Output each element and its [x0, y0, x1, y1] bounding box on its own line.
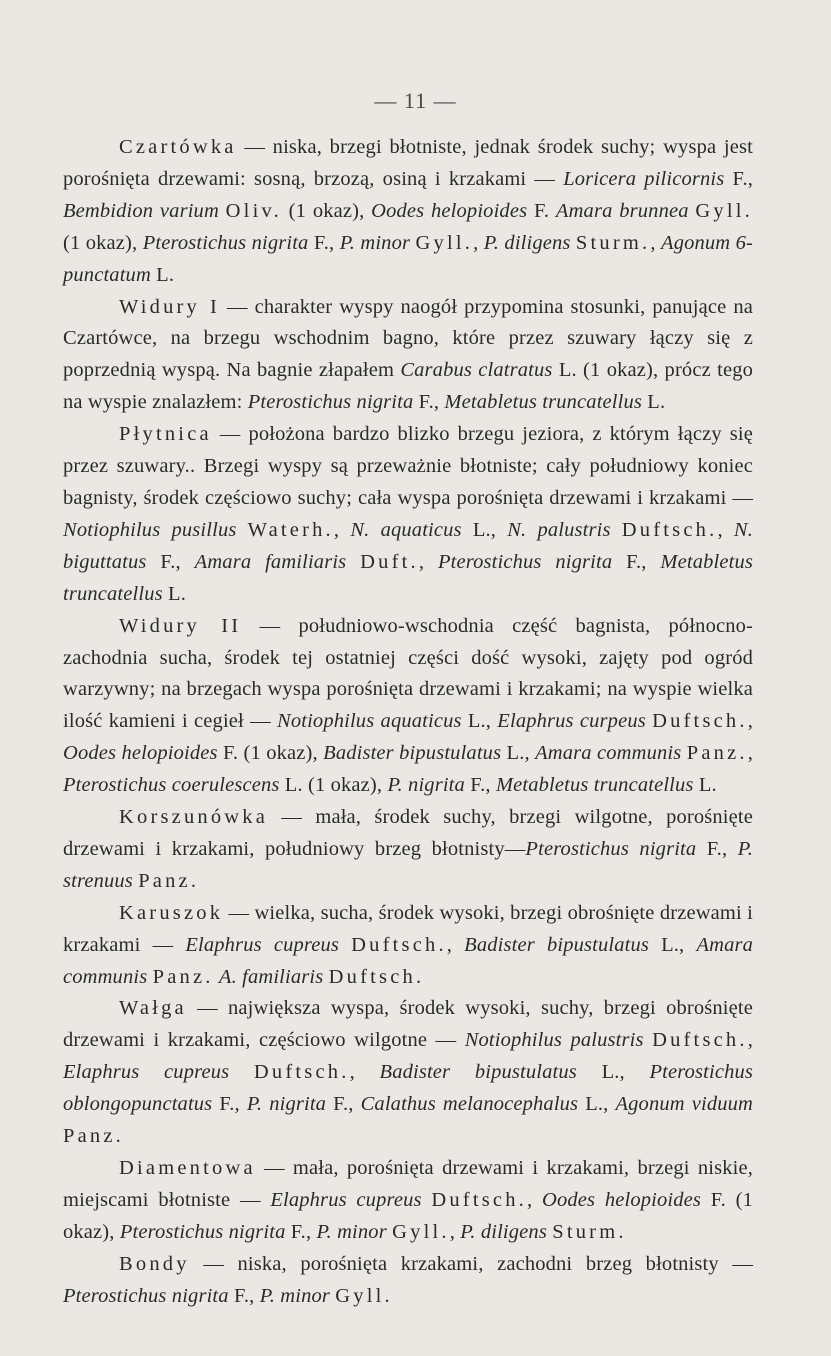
- species-name: P. diligens: [460, 1220, 547, 1243]
- text-run: L. (1 okaz),: [279, 774, 388, 797]
- text-run: [237, 519, 248, 541]
- text-run: (1 okaz),: [281, 199, 372, 222]
- species-name: P. minor: [339, 231, 411, 254]
- text-run: F.: [527, 199, 556, 222]
- spaced-name: Gyll.: [335, 1284, 393, 1307]
- spaced-name: Gyll.: [695, 199, 753, 222]
- spaced-name: Duftsch.: [328, 965, 425, 988]
- spaced-name: Waterh.: [247, 518, 334, 541]
- paragraph: [63, 292, 753, 420]
- species-name: Pterostichus nigrita: [142, 231, 309, 254]
- text-run: L. (1 okaz), prócz tego na wyspie znalazłem:: [63, 359, 754, 414]
- spaced-name: Gyll.: [392, 1220, 450, 1243]
- species-name: P. diligens: [483, 231, 571, 254]
- species-name: Metabletus truncatellus: [444, 391, 643, 414]
- species-name: Metabletus truncatellus: [495, 774, 694, 797]
- species-name: P. minor: [259, 1284, 330, 1307]
- spaced-name: Bondy: [119, 1252, 190, 1275]
- spaced-name: Duftsch.: [431, 1188, 527, 1211]
- text-run: F.,: [612, 550, 661, 573]
- text-run: ,: [349, 1061, 380, 1084]
- species-name: Pterostichus oblongopunctatus: [63, 1061, 754, 1116]
- spaced-name: Duftsch.: [351, 933, 447, 956]
- text-run: [346, 551, 360, 573]
- species-name: Elaphrus curpeus: [497, 710, 646, 733]
- spaced-name: Korszunówka: [119, 806, 269, 829]
- species-name: A. familiaris: [218, 965, 324, 988]
- spaced-name: Panz.: [138, 869, 200, 892]
- spaced-name: Czartówka: [119, 136, 237, 158]
- species-name: P. nigrita: [246, 1093, 327, 1116]
- text-run: [611, 519, 622, 541]
- species-name: Agonum viduum: [615, 1093, 753, 1116]
- spaced-name: Panz.: [152, 965, 214, 988]
- spaced-name: Panz.: [63, 1125, 124, 1148]
- species-name: Pterostichus nigrita: [63, 1284, 229, 1307]
- text-run: — charakter wyspy naogół przypomina stosunki, panujące na Czartówce, na brzegu wschodnim bagno, które przez szuwary łączy się z poprzednią wyspą. Na bagnie złapałem: [63, 295, 753, 382]
- text-run: ,: [418, 550, 438, 573]
- text-run: ,: [446, 933, 465, 956]
- paragraph: [63, 132, 753, 292]
- species-name: Notiophilus pusillus: [63, 518, 237, 541]
- spaced-name: Duftsch.: [253, 1061, 350, 1084]
- text-run: F.,: [724, 167, 754, 190]
- paragraph: [63, 419, 753, 610]
- text-run: L.,: [576, 1061, 650, 1084]
- text-run: ,: [333, 518, 351, 541]
- spaced-name: Wałga: [119, 997, 187, 1020]
- page-number: — 11 —: [374, 88, 457, 113]
- text-run: ,: [473, 231, 484, 254]
- text-run: L.,: [501, 742, 536, 765]
- species-name: Agonum 6-punctatum: [63, 231, 754, 286]
- species-name: Amara communis: [63, 933, 754, 988]
- spaced-name: Duft.: [360, 550, 419, 573]
- species-name: Oodes helopioides: [541, 1188, 701, 1211]
- text-run: L.: [162, 582, 186, 605]
- text-run: ,: [650, 231, 662, 254]
- species-name: P. minor: [316, 1220, 387, 1243]
- paragraph: [63, 993, 753, 1153]
- species-name: Amara brunnea: [555, 199, 689, 222]
- species-name: N. biguttatus: [63, 518, 753, 573]
- text-run: L.: [693, 774, 717, 797]
- paragraph: [63, 898, 753, 994]
- paragraph: [63, 1249, 753, 1313]
- text-run: — największa wyspa, środek wysoki, suchy, brzegi obrośnięte drzewami i krzakami, częściowo wilgotne —: [63, 997, 753, 1052]
- text-run: F.,: [308, 231, 340, 254]
- text-run: L.: [642, 391, 666, 414]
- species-name: Amara familiaris: [194, 550, 347, 573]
- species-name: Badister bipustulatus: [323, 742, 502, 765]
- paragraph: [63, 1153, 753, 1249]
- text-run: ,: [717, 518, 734, 541]
- species-name: Notiophilus palustris: [464, 1029, 644, 1052]
- species-name: N. aquaticus: [350, 518, 462, 541]
- text-run: F. (1 okaz),: [63, 1188, 753, 1243]
- species-name: Badister bipustulatus: [464, 933, 649, 956]
- species-name: Oodes helopioides: [371, 199, 528, 222]
- text-run: ,: [747, 710, 753, 733]
- paragraph: [63, 611, 753, 802]
- text-run: F.,: [228, 1284, 260, 1307]
- spaced-name: Duftsch.: [621, 518, 718, 541]
- text-run: [422, 1189, 432, 1211]
- species-name: Badister bipustulatus: [379, 1061, 577, 1084]
- species-name: N. palustris: [507, 518, 611, 541]
- species-name: Calathus melanocephalus: [360, 1093, 579, 1116]
- species-name: Pterostichus coerulescens: [63, 774, 280, 797]
- spaced-name: Panz.: [686, 742, 748, 765]
- species-name: Metabletus truncatellus: [63, 550, 753, 605]
- species-name: Elaphrus cupreus: [63, 1061, 230, 1084]
- species-name: P. nigrita: [387, 774, 465, 797]
- species-name: Elaphrus cupreus: [185, 933, 340, 956]
- species-name: Pterostichus nigrita: [247, 391, 414, 414]
- species-name: Oodes helopioides: [63, 742, 218, 765]
- spaced-name: Widury II: [119, 614, 242, 637]
- spaced-name: Duftsch.: [652, 710, 748, 733]
- body-text: [63, 132, 753, 1313]
- spaced-name: Sturm.: [552, 1220, 627, 1243]
- text-run: — mała, porośnięta drzewami i krzakami, brzegi niskie, miejscami błotniste —: [63, 1157, 753, 1211]
- text-run: L.,: [578, 1093, 616, 1116]
- species-name: Elaphrus cupreus: [270, 1188, 422, 1211]
- spaced-name: Płytnica: [119, 423, 212, 446]
- text-run: L.,: [461, 710, 498, 733]
- species-name: P. strenuus: [63, 837, 754, 892]
- species-name: Pterostichus nigrita: [438, 550, 613, 573]
- species-name: Pterostichus nigrita: [525, 837, 697, 860]
- species-name: Amara communis: [535, 742, 682, 765]
- text-run: — położona bardzo blizko brzegu jeziora, z którym łączy się przez szuwary.. Brzegi wyspy są przeważnie błotniste; cały południowy koniec bagnisty, środek częściowo suchy; cała wyspa porośnięta drzewami i krzakami —: [63, 423, 753, 509]
- species-name: Carabus clatratus: [400, 359, 553, 382]
- paragraph: [63, 802, 753, 898]
- text-run: L.: [150, 263, 175, 286]
- text-run: [339, 934, 351, 956]
- text-run: L.,: [649, 933, 697, 956]
- text-run: — południowo-wschodnia część bagnista, północno-zachodnia sucha, środek tej ostatniej części dość wysoki, zajęty pod ogród warzywny; na brzegach wyspa porośnięta drzewami i krzakami; na wyspie wielka ilość kamieni i cegieł —: [63, 614, 753, 733]
- text-run: F.,: [212, 1093, 247, 1116]
- spaced-name: Diamentowa: [119, 1157, 256, 1179]
- text-run: [229, 1061, 254, 1083]
- spaced-name: Gyll.: [415, 231, 474, 254]
- text-run: ,: [747, 742, 753, 765]
- text-run: — mała, środek suchy, brzegi wilgotne, porośnięte drzewami i krzakami, południowy brzeg błotnisty—: [63, 806, 753, 860]
- species-name: Pterostichus nigrita: [119, 1220, 286, 1243]
- spaced-name: Widury I: [119, 295, 221, 318]
- text-run: — niska, brzegi błotniste, jednak środek suchy; wyspa jest porośnięta drzewami: sosną, brzozą, osiną i krzakami —: [63, 136, 753, 190]
- text-run: F.,: [413, 391, 445, 414]
- text-run: F.,: [696, 837, 738, 860]
- spaced-name: Sturm.: [575, 231, 651, 254]
- text-run: F.,: [285, 1220, 317, 1243]
- species-name: Loricera pilicornis: [563, 167, 725, 190]
- text-run: F.,: [464, 774, 496, 797]
- text-run: F.,: [146, 550, 195, 573]
- text-run: (1 okaz),: [63, 231, 143, 254]
- text-run: — wielka, sucha, środek wysoki, brzegi obrośnięte drzewami i krzakami —: [63, 901, 753, 956]
- species-name: Bembidion varium: [63, 199, 219, 222]
- text-run: ,: [449, 1220, 461, 1243]
- text-run: [219, 200, 226, 222]
- text-run: L.,: [461, 518, 508, 541]
- text-run: F. (1 okaz),: [217, 742, 324, 765]
- spaced-name: Duftsch.: [652, 1029, 748, 1052]
- text-run: ,: [526, 1188, 542, 1211]
- spaced-name: Oliv.: [225, 199, 282, 222]
- spaced-name: Karuszok: [119, 901, 224, 924]
- text-run: ,: [747, 1029, 753, 1052]
- text-run: [644, 1029, 652, 1051]
- text-run: — niska, porośnięta krzakami, zachodni brzeg błotnisty —: [189, 1252, 753, 1275]
- species-name: Notiophilus aquaticus: [277, 710, 462, 733]
- text-run: F.,: [326, 1093, 361, 1116]
